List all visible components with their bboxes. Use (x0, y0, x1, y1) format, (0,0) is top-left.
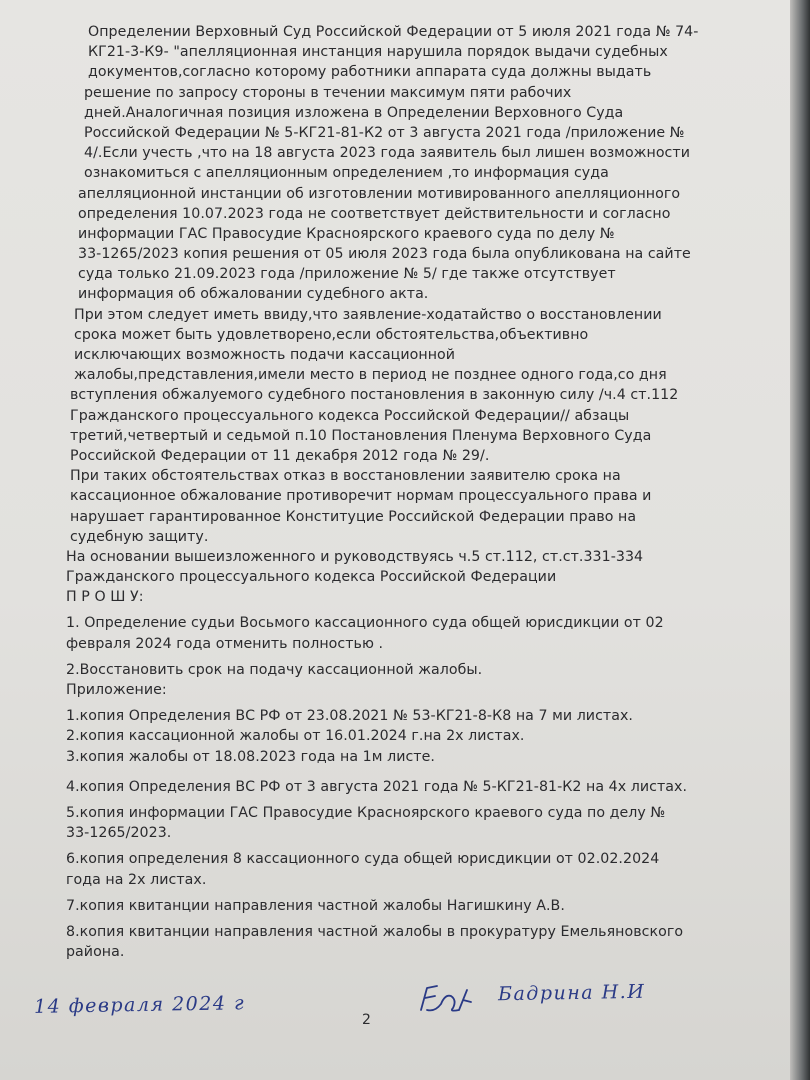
text-line: информации ГАС Правосудие Красноярского краевого суда по делу № (78, 225, 615, 242)
attachment-item: 6.копия определения 8 кассационного суда общей юрисдикции от 02.02.2024 (66, 851, 660, 868)
attachment-item: 3.копия жалобы от 18.08.2023 года на 1м листе. (66, 748, 435, 765)
text-line: срока может быть удовлетворено,если обстоятельства,объективно (74, 326, 589, 343)
text-line: ознакомиться с апелляционным определением ,то информация суда (84, 165, 609, 182)
text-line: жалобы,представления,имели место в период не позднее одного года,со дня (74, 367, 667, 384)
text-line: решение по запросу стороны в течении максимум пяти рабочих (84, 84, 572, 101)
text-line: Российской Федерации № 5-КГ21-81-К2 от 3 августа 2021 года /приложение № (84, 124, 685, 141)
page-edge-shadow (790, 0, 810, 1080)
heading-attachments: Приложение: (66, 682, 167, 698)
text-line: исключающих возможность подачи кассационной (74, 347, 456, 363)
text-line: Определении Верховный Суд Российской Федерации от 5 июля 2021 года № 74- (88, 24, 699, 40)
attachment-item: 5.копия информации ГАС Правосудие Красноярского краевого суда по делу № (66, 804, 666, 821)
text-line: 33-1265/2023 копия решения от 05 июля 2023 года была опубликована на сайте (78, 246, 691, 263)
text-line: При этом следует иметь ввиду,что заявление-ходатайство о восстановлении (74, 306, 662, 323)
text-line: При таких обстоятельствах отказ в восстановлении заявителю срока на (70, 468, 621, 485)
text-line: Гражданского процессуального кодекса Российской Федерации (66, 569, 557, 586)
text-line: Российской Федерации от 11 декабря 2012 года № 29/. (70, 447, 490, 464)
text-line: апелляционной инстанции об изготовлении мотивированного апелляционного (78, 185, 681, 202)
attachment-item: 2.копия кассационной жалобы от 16.01.2024 г.на 2х листах. (66, 728, 525, 745)
heading-proshu: П Р О Ш У: (66, 589, 144, 606)
document-body (60, 22, 760, 962)
text-line: суда только 21.09.2023 года /приложение № 5/ где также отсутствует (78, 266, 616, 283)
text-line: дней.Аналогичная позиция изложена в Определении Верховного Суда (84, 104, 624, 121)
attachment-item: района. (66, 944, 125, 961)
request-item: февраля 2024 года отменить полностью . (66, 635, 384, 652)
attachment-item: 7.копия квитанции направления частной жалобы Нагишкину А.В. (66, 897, 565, 914)
handwritten-date: 14 февраля 2024 г (33, 992, 246, 1018)
text-line: информация об обжаловании судебного акта. (78, 286, 429, 303)
text-line: КГ21-3-К9- "апелляционная инстанция нарушила порядок выдачи судебных (88, 44, 668, 61)
attachment-item: 33-1265/2023. (66, 825, 172, 842)
page-number: 2 (362, 1012, 371, 1028)
request-item: 1. Определение судьи Восьмого кассационного суда общей юрисдикции от 02 (66, 615, 664, 632)
text-line: На основании вышеизложенного и руководствуясь ч.5 ст.112, ст.ст.331-334 (66, 548, 644, 565)
attachment-item: 1.копия Определения ВС РФ от 23.08.2021 № 53-КГ21-8-К8 на 7 ми листах. (66, 708, 633, 725)
text-line: судебную защиту. (70, 528, 209, 545)
text-line: Гражданского процессуального кодекса Российской Федерации// абзацы (70, 407, 630, 424)
attachment-item: 8.копия квитанции направления частной жалобы в прокуратуру Емельяновского (66, 923, 684, 940)
request-item: 2.Восстановить срок на подачу кассационной жалобы. (66, 661, 483, 678)
text-line: вступления обжалуемого судебного постановления в законную силу /ч.4 ст.112 (70, 387, 679, 404)
text-line: нарушает гарантированное Конституцие Российской Федерации право на (70, 508, 637, 525)
handwritten-name: Бадрина Н.И (497, 980, 646, 1006)
attachment-item: года на 2х листах. (66, 871, 207, 888)
text-line: третий,четвертый и седьмой п.10 Постановления Пленума Верховного Суда (70, 427, 652, 444)
signature-mark (415, 982, 475, 1016)
text-line: 4/.Если учесть ,что на 18 августа 2023 года заявитель был лишен возможности (84, 145, 690, 162)
attachment-item: 4.копия Определения ВС РФ от 3 августа 2021 года № 5-КГ21-81-К2 на 4х листах. (66, 778, 688, 795)
text-line: документов,согласно которому работники аппарата суда должны выдать (88, 64, 652, 81)
text-line: определения 10.07.2023 года не соответствует действительности и согласно (78, 205, 671, 222)
text-line: кассационное обжалование противоречит нормам процессуального права и (70, 488, 652, 505)
